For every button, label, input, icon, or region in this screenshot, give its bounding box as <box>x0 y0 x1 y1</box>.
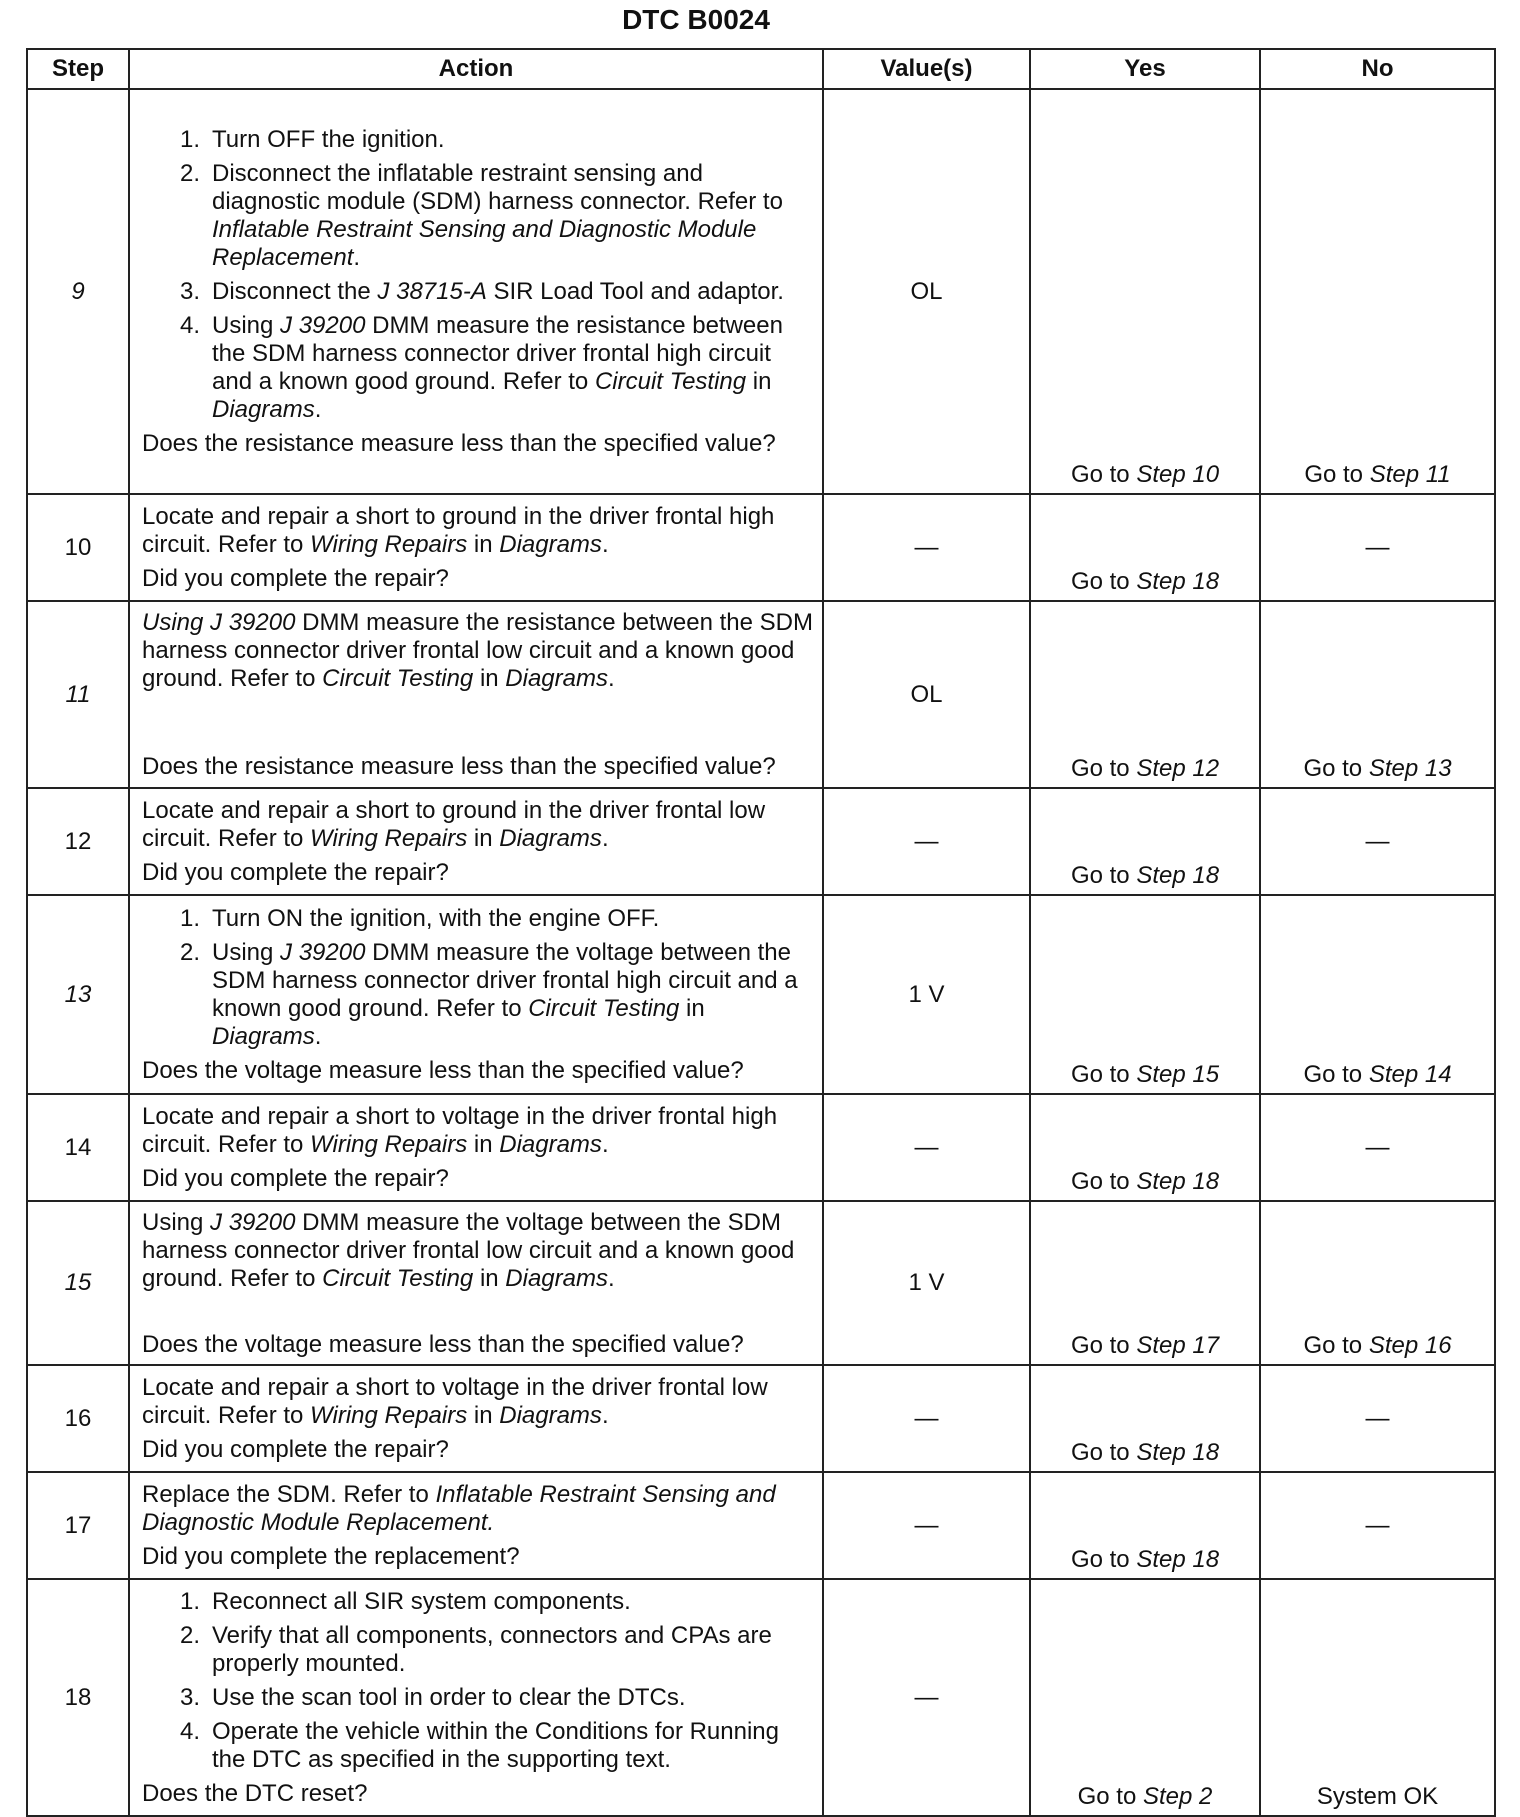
no-cell: Go to Step 13 <box>1260 601 1495 788</box>
header-no: No <box>1260 49 1495 89</box>
action-step-item: 4. Using J 39200 DMM measure the resistance between the SDM harness connector driver frontal high circuit and a known good ground. Refer to Circuit Testing in Diagrams. <box>179 312 783 423</box>
action-text: Locate and repair a short to voltage in the driver frontal high circuit. Refer to Wiring Repairs in Diagrams. <box>142 1103 778 1158</box>
action-text: Locate and repair a short to ground in the driver frontal high circuit. Refer to Wiring Repairs in Diagrams. <box>142 503 775 558</box>
step-number: 13 <box>27 895 129 1094</box>
step-number: 14 <box>27 1094 129 1201</box>
action-step-item: 2. Verify that all components, connectors and CPAs are properly mounted. <box>179 1622 772 1677</box>
yes-cell: Go to Step 2 <box>1030 1579 1260 1816</box>
action-step-item: 1. Turn ON the ignition, with the engine OFF. <box>179 905 660 932</box>
action-cell <box>129 1579 823 1816</box>
question-text: Does the voltage measure less than the specified value? <box>142 1330 744 1358</box>
table-row <box>27 1201 1495 1365</box>
action-cell <box>129 788 823 895</box>
value-cell: — <box>823 1472 1030 1579</box>
diagnostic-table <box>26 48 1496 1817</box>
action-step-item: 4. Operate the vehicle within the Conditions for Running the DTC as specified in the supporting text. <box>179 1718 779 1773</box>
step-number: 17 <box>27 1472 129 1579</box>
value-cell: — <box>823 1365 1030 1472</box>
action-cell <box>129 1472 823 1579</box>
step-number: 11 <box>27 601 129 788</box>
action-step-item: 2. Disconnect the inflatable restraint sensing and diagnostic module (SDM) harness connector. Refer to Inflatable Restraint Sensing and Diagnostic Module Replacement. <box>179 160 783 271</box>
yes-cell: Go to Step 17 <box>1030 1201 1260 1365</box>
yes-cell: Go to Step 18 <box>1030 1094 1260 1201</box>
no-cell: — <box>1260 1472 1495 1579</box>
action-text: Locate and repair a short to ground in the driver frontal low circuit. Refer to Wiring Repairs in Diagrams. <box>142 797 766 852</box>
action-cell <box>129 1365 823 1472</box>
step-number: 16 <box>27 1365 129 1472</box>
action-steps <box>142 905 814 1051</box>
step-number: 9 <box>27 89 129 494</box>
table-row <box>27 601 1495 788</box>
value-cell: — <box>823 788 1030 895</box>
step-number: 12 <box>27 788 129 895</box>
table-row <box>27 1472 1495 1579</box>
no-cell: System OK <box>1260 1579 1495 1816</box>
value-cell: — <box>823 1094 1030 1201</box>
action-cell <box>129 494 823 601</box>
header-values: Value(s) <box>823 49 1030 89</box>
yes-cell: Go to Step 18 <box>1030 494 1260 601</box>
question-text: Does the resistance measure less than the specified value? <box>142 753 776 780</box>
value-cell: OL <box>823 89 1030 494</box>
table-row <box>27 1579 1495 1816</box>
no-cell: Go to Step 16 <box>1260 1201 1495 1365</box>
value-cell: 1 V <box>823 895 1030 1094</box>
no-cell: — <box>1260 788 1495 895</box>
action-text: Using J 39200 DMM measure the resistance between the SDM harness connector driver frontal low circuit and a known good ground. Refer to Circuit Testing in Diagrams. <box>142 609 813 692</box>
table-row <box>27 1094 1495 1201</box>
action-step-item: 1. Turn OFF the ignition. <box>179 126 445 153</box>
question-text: Did you complete the repair? <box>142 1165 449 1192</box>
question-text: Did you complete the replacement? <box>142 1543 520 1570</box>
value-cell: — <box>823 1579 1030 1816</box>
action-step-item: 2. Using J 39200 DMM measure the voltage between the SDM harness connector driver frontal high circuit and a known good ground. Refer to Circuit Testing in Diagrams. <box>179 939 798 1050</box>
yes-cell: Go to Step 10 <box>1030 89 1260 494</box>
header-step: Step <box>27 49 129 89</box>
question-text: Does the resistance measure less than the specified value? <box>142 430 776 457</box>
header-yes: Yes <box>1030 49 1260 89</box>
value-cell: 1 V <box>823 1201 1030 1365</box>
table-row <box>27 494 1495 601</box>
step-number: 15 <box>27 1201 129 1365</box>
yes-cell: Go to Step 18 <box>1030 1472 1260 1579</box>
no-cell: — <box>1260 494 1495 601</box>
page-title: DTC B0024 <box>622 4 770 35</box>
step-number: 18 <box>27 1579 129 1816</box>
table-header-row <box>27 49 1495 89</box>
action-text: Using J 39200 DMM measure the voltage between the SDM harness connector driver frontal low circuit and a known good ground. Refer to Circuit Testing in Diagrams. <box>142 1208 795 1292</box>
action-steps <box>142 1588 814 1774</box>
value-cell: — <box>823 494 1030 601</box>
no-cell: — <box>1260 1094 1495 1201</box>
question-text: Does the DTC reset? <box>142 1780 368 1807</box>
action-cell <box>129 89 823 494</box>
action-step-item: 1. Reconnect all SIR system components. <box>179 1588 631 1615</box>
table-row <box>27 1365 1495 1472</box>
question-text: Does the voltage measure less than the specified value? <box>142 1057 744 1084</box>
step-number: 10 <box>27 494 129 601</box>
question-text: Did you complete the repair? <box>142 859 449 886</box>
yes-cell: Go to Step 18 <box>1030 788 1260 895</box>
action-steps <box>142 126 814 430</box>
yes-cell: Go to Step 12 <box>1030 601 1260 788</box>
question-text: Did you complete the repair? <box>142 1436 449 1463</box>
table-row <box>27 895 1495 1094</box>
yes-cell: Go to Step 15 <box>1030 895 1260 1094</box>
no-cell: — <box>1260 1365 1495 1472</box>
table-row <box>27 788 1495 895</box>
table-row <box>27 89 1495 494</box>
action-cell <box>129 895 823 1094</box>
action-text: Locate and repair a short to voltage in the driver frontal low circuit. Refer to Wiring Repairs in Diagrams. <box>142 1374 768 1429</box>
action-text: Replace the SDM. Refer to Inflatable Restraint Sensing and Diagnostic Module Replacement. <box>142 1481 776 1536</box>
action-step-item: 3. Use the scan tool in order to clear the DTCs. <box>179 1684 686 1711</box>
action-cell <box>129 601 823 788</box>
question-text: Did you complete the repair? <box>142 565 449 592</box>
yes-cell: Go to Step 18 <box>1030 1365 1260 1472</box>
action-cell <box>129 1201 823 1365</box>
header-action: Action <box>129 49 823 89</box>
action-cell <box>129 1094 823 1201</box>
no-cell: Go to Step 11 <box>1260 89 1495 494</box>
value-cell: OL <box>823 601 1030 788</box>
no-cell: Go to Step 14 <box>1260 895 1495 1094</box>
action-step-item: 3. Disconnect the J 38715-A SIR Load Tool and adaptor. <box>179 278 784 305</box>
